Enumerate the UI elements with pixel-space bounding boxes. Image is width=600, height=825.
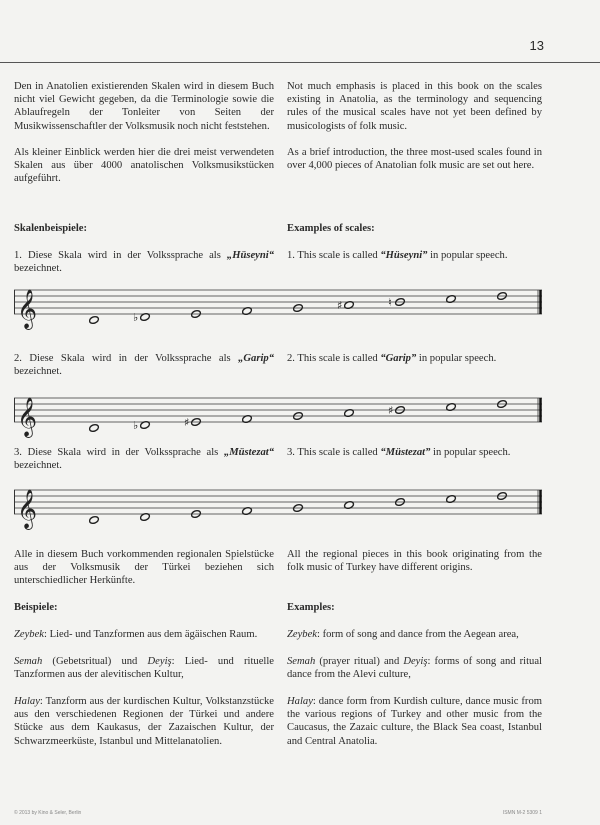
intro-de-2: Als kleiner Einblick werden hier die drei meist verwendeten Skalen aus über 4000 anatolischen Volksmusikstücken aufgeführt. <box>14 147 274 185</box>
heading-en: Examples of scales: <box>287 223 375 234</box>
scale-1-staff <box>14 276 542 332</box>
accidental: ♭ <box>133 311 139 324</box>
regional-en: All the regional pieces in this book originating from the folk music of Turkey have different origins. <box>287 549 542 574</box>
accidental: ♯ <box>337 299 343 312</box>
example-semah-en: Semah (prayer ritual) and Deyiş: forms of song and ritual dance from the Alevi culture, <box>287 656 542 681</box>
scale-note <box>89 424 100 433</box>
scale-note <box>89 516 100 525</box>
scale-1-name-en: “Hüseyni” <box>380 250 428 261</box>
accidental: ♮ <box>388 296 392 309</box>
example-zeybek-en: Zeybek: form of song and dance from the Aegean area, <box>287 629 519 640</box>
page-number: 13 <box>529 38 544 53</box>
scale-1-name-de: „Hüseyni“ <box>226 250 274 261</box>
intro-en-1: Not much emphasis is placed in this book on the scales existing in Anatolia, as the terminology and sequencing rules of the musical scales have not yet been defined by musicologists of folk music. <box>287 81 542 132</box>
accidental: ♭ <box>133 419 139 432</box>
scale-2-en: 2. This scale is called “Garip” in popular speech. <box>287 353 497 364</box>
scale-2-name-en: “Garip” <box>380 353 417 364</box>
scale-2-de: 2. Diese Skala wird in der Volkssprache als „Garip“ bezeichnet. <box>14 353 274 378</box>
examples-heading-de: Beispiele: <box>14 602 58 613</box>
header-rule <box>0 62 600 63</box>
scale-note <box>89 316 100 325</box>
intro-de-1: Den in Anatolien existierenden Skalen wird in diesem Buch nicht viel Gewicht gegeben, da die Terminologie sowie die Ablaufregeln der Tonleiter von Seiten der Musikwissenschaftler der Volksmusik noch nicht feststehen. <box>14 81 274 132</box>
scale-3-en: 3. This scale is called “Müstezat” in popular speech. <box>287 447 511 458</box>
example-halay-de: Halay: Tanzform aus der kurdischen Kultur, Volkstanzstücke aus den verschiedenen Regionen der Türkei und andere Stücke aus dem Kaukasus, der Zazaischen Kultur, der Schwarzmeerküste, Istanbul und Mittelanatolien. <box>14 696 274 747</box>
scale-3-name-en: “Müstezat” <box>380 447 431 458</box>
example-zeybek-de: Zeybek: Lied- und Tanzformen aus dem ägäischen Raum. <box>14 629 258 640</box>
scale-3-name-de: „Müstezat“ <box>223 447 274 458</box>
scale-2-staff <box>14 384 542 440</box>
heading-de: Skalenbeispiele: <box>14 223 87 234</box>
treble-clef-icon: 𝄞 <box>17 289 38 329</box>
example-halay-en: Halay: dance form from Kurdish culture, dance music from the various regions of Turkey and other music from the Caucasus, the Zazaic culture, the Black Sea coast, Istanbul and Central Anatolia. <box>287 696 542 747</box>
accidental: ♯ <box>388 404 394 417</box>
example-semah-de: Semah (Gebetsritual) und Deyiş: Lied- und rituelle Tanzformen aus der alevitischen Kultur, <box>14 656 274 681</box>
footer-copyright: © 2013 by Kino & Seler, Berlin <box>14 810 82 816</box>
scale-3-de: 3. Diese Skala wird in der Volkssprache als „Müstezat“ bezeichnet. <box>14 447 274 472</box>
accidental: ♯ <box>184 416 190 429</box>
scale-2-name-de: „Garip“ <box>238 353 274 364</box>
intro-en-2: As a brief introduction, the three most-used scales found in over 4,000 pieces of Anatolian folk music are set out here. <box>287 147 542 172</box>
scale-3-staff <box>14 476 542 532</box>
regional-de: Alle in diesem Buch vorkommenden regionalen Spielstücke aus der Volksmusik der Türkei beziehen sich unterschiedlicher Herkünfte. <box>14 549 274 587</box>
examples-heading-en: Examples: <box>287 602 335 613</box>
treble-clef-icon: 𝄞 <box>17 397 38 437</box>
scale-1-en: 1. This scale is called “Hüseyni” in popular speech. <box>287 250 508 261</box>
scale-1-de: 1. Diese Skala wird in der Volkssprache als „Hüseyni“ bezeichnet. <box>14 250 274 275</box>
treble-clef-icon: 𝄞 <box>17 489 38 529</box>
footer-ismn: ISMN M-2 5309 1 <box>502 810 542 816</box>
